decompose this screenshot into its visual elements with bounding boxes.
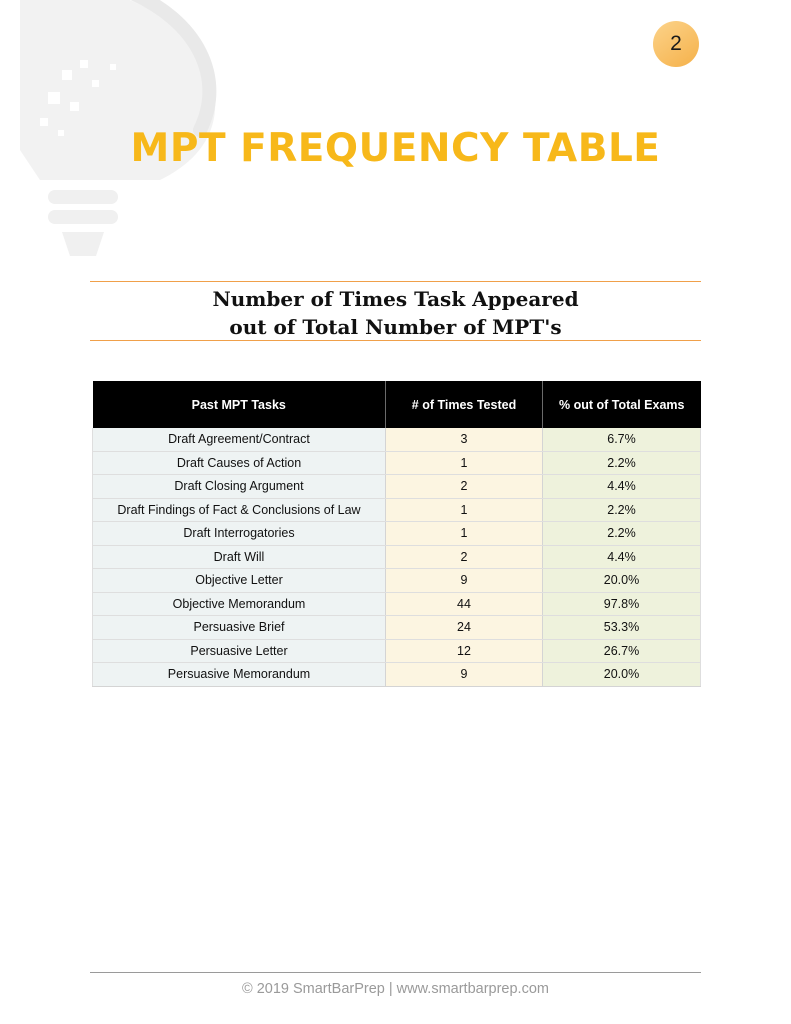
- percent-of-exams: 2.2%: [543, 498, 701, 522]
- table-row: [93, 545, 701, 569]
- task-name: Persuasive Brief: [93, 616, 386, 640]
- table-header-row: [93, 381, 701, 428]
- times-tested: 9: [386, 663, 543, 687]
- times-tested: 2: [386, 545, 543, 569]
- percent-of-exams: 97.8%: [543, 592, 701, 616]
- percent-of-exams: 53.3%: [543, 616, 701, 640]
- percent-of-exams: 2.2%: [543, 451, 701, 475]
- table-row: [93, 639, 701, 663]
- percent-of-exams: 4.4%: [543, 475, 701, 499]
- times-tested: 9: [386, 569, 543, 593]
- frequency-table: [92, 381, 701, 687]
- header-times-tested: # of Times Tested: [386, 381, 543, 428]
- task-name: Objective Letter: [93, 569, 386, 593]
- percent-of-exams: 4.4%: [543, 545, 701, 569]
- times-tested: 44: [386, 592, 543, 616]
- page-footer: © 2019 SmartBarPrep | www.smartbarprep.com: [242, 981, 549, 997]
- percent-of-exams: 20.0%: [543, 663, 701, 687]
- footer-divider: [90, 972, 701, 973]
- times-tested: 1: [386, 522, 543, 546]
- task-name: Draft Will: [93, 545, 386, 569]
- task-name: Persuasive Letter: [93, 639, 386, 663]
- percent-of-exams: 2.2%: [543, 522, 701, 546]
- table-subtitle: [90, 285, 701, 341]
- task-name: Persuasive Memorandum: [93, 663, 386, 687]
- times-tested: 24: [386, 616, 543, 640]
- table-row: [93, 592, 701, 616]
- table-row: [93, 475, 701, 499]
- percent-of-exams: 6.7%: [543, 428, 701, 451]
- subtitle-top-divider: [90, 281, 701, 282]
- header-past-mpt-tasks: Past MPT Tasks: [93, 381, 386, 428]
- page-number: 2: [670, 32, 682, 55]
- times-tested: 1: [386, 498, 543, 522]
- table-row: [93, 451, 701, 475]
- times-tested: 1: [386, 451, 543, 475]
- times-tested: 12: [386, 639, 543, 663]
- task-name: Draft Interrogatories: [93, 522, 386, 546]
- percent-of-exams: 26.7%: [543, 639, 701, 663]
- subtitle-line-2: out of Total Number of MPT's: [229, 315, 562, 339]
- times-tested: 2: [386, 475, 543, 499]
- task-name: Objective Memorandum: [93, 592, 386, 616]
- percent-of-exams: 20.0%: [543, 569, 701, 593]
- task-name: Draft Closing Argument: [93, 475, 386, 499]
- subtitle-bottom-divider: [90, 340, 701, 341]
- task-name: Draft Causes of Action: [93, 451, 386, 475]
- table-row: [93, 522, 701, 546]
- table-row: [93, 569, 701, 593]
- task-name: Draft Agreement/Contract: [93, 428, 386, 451]
- page-title: MPT FREQUENCY TABLE: [130, 126, 661, 171]
- subtitle-line-1: Number of Times Task Appeared: [212, 287, 579, 311]
- times-tested: 3: [386, 428, 543, 451]
- page-number-badge: [653, 21, 699, 67]
- table-row: [93, 498, 701, 522]
- task-name: Draft Findings of Fact & Conclusions of Law: [93, 498, 386, 522]
- table-row: [93, 428, 701, 451]
- header-percent-total-exams: % out of Total Exams: [543, 381, 701, 428]
- table-row: [93, 616, 701, 640]
- table-row: [93, 663, 701, 687]
